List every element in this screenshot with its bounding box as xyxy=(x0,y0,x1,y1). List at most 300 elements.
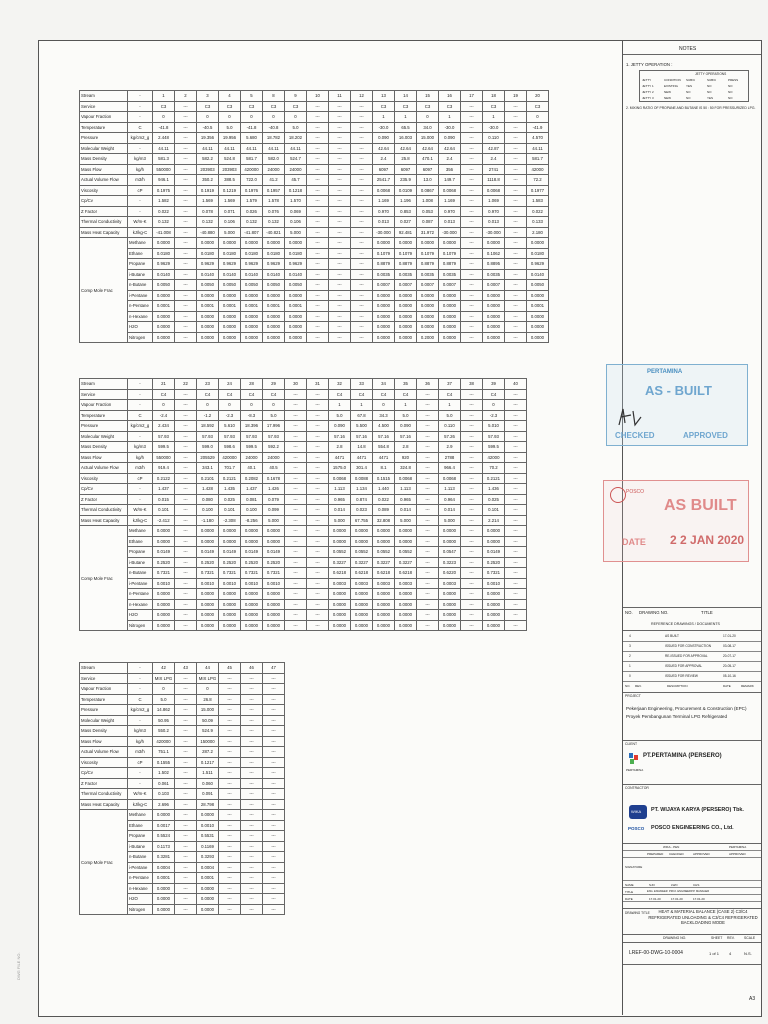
unit-cell: - xyxy=(128,684,153,695)
value-cell: 0.9629 xyxy=(263,259,285,270)
row-label: Molecular Weight xyxy=(80,715,128,726)
value-cell: 0.0000 xyxy=(153,290,175,301)
value-cell: --- xyxy=(241,894,263,905)
value-cell: --- xyxy=(175,101,197,112)
value-cell: --- xyxy=(175,726,197,737)
value-cell: 1.069 xyxy=(483,196,505,207)
value-cell: --- xyxy=(219,705,241,716)
value-cell: 599.5 xyxy=(153,442,175,453)
revision-cell: 03-08-17 xyxy=(723,644,736,648)
property-row xyxy=(80,442,527,453)
value-cell: 57.93 xyxy=(153,431,175,442)
value-cell: --- xyxy=(307,122,329,133)
value-cell: 0.0035 xyxy=(483,269,505,280)
component-name: Methane xyxy=(128,810,153,821)
value-cell: --- xyxy=(505,154,527,165)
value-cell: 0.0000 xyxy=(351,620,373,631)
value-cell: --- xyxy=(307,473,329,484)
value-cell: --- xyxy=(351,164,373,175)
value-cell: --- xyxy=(307,290,329,301)
value-cell: 0.0149 xyxy=(241,547,263,558)
value-cell: --- xyxy=(461,515,483,526)
value-cell: 24000 xyxy=(263,452,285,463)
value-cell: --- xyxy=(307,101,329,112)
value-cell: --- xyxy=(175,143,197,154)
value-cell: --- xyxy=(461,217,483,228)
stream-number: 32 xyxy=(329,379,351,390)
revision-cell: 4 xyxy=(629,634,631,638)
value-cell: 0 xyxy=(527,112,549,123)
value-cell: 0.0000 xyxy=(241,322,263,333)
value-cell: 0 xyxy=(241,112,263,123)
value-cell: 420000 xyxy=(241,164,263,175)
value-cell: --- xyxy=(219,726,241,737)
value-cell: --- xyxy=(175,768,197,779)
value-cell: --- xyxy=(351,185,373,196)
value-cell: --- xyxy=(263,841,285,852)
value-cell: 2741 xyxy=(483,164,505,175)
property-row xyxy=(80,227,549,238)
stream-number: 22 xyxy=(175,379,197,390)
value-cell: --- xyxy=(175,852,197,863)
value-cell: 0.106 xyxy=(219,217,241,228)
value-cell: --- xyxy=(505,610,527,621)
value-cell: 0.0000 xyxy=(241,311,263,322)
value-cell: 0.2520 xyxy=(197,557,219,568)
value-cell: --- xyxy=(175,442,197,453)
value-cell: --- xyxy=(329,133,351,144)
value-cell: 0.3223 xyxy=(439,557,461,568)
value-cell: 17.996 xyxy=(263,421,285,432)
hm-table-1 xyxy=(79,90,549,343)
row-label: Pressure xyxy=(80,421,128,432)
value-cell: 0.0000 xyxy=(153,526,175,537)
component-name: n-Hexane xyxy=(128,883,153,894)
value-cell: --- xyxy=(175,248,197,259)
value-cell: 0.0000 xyxy=(219,322,241,333)
component-name: i-Pentane xyxy=(128,578,153,589)
value-cell: 2.8 xyxy=(395,442,417,453)
value-cell: 5.000 xyxy=(285,227,307,238)
value-cell: --- xyxy=(351,290,373,301)
value-cell: 0.0000 xyxy=(197,536,219,547)
unit-cell: - xyxy=(128,494,153,505)
value-cell: --- xyxy=(263,852,285,863)
value-cell: --- xyxy=(307,238,329,249)
value-cell: 57.93 xyxy=(241,431,263,442)
value-cell: 599.0 xyxy=(197,442,219,453)
value-cell: 0.026 xyxy=(241,206,263,217)
value-cell: MIX LPG xyxy=(153,673,175,684)
value-cell: 0.0000 xyxy=(263,290,285,301)
value-cell: 1.579 xyxy=(241,196,263,207)
value-cell: 0.5524 xyxy=(153,831,175,842)
value-cell: --- xyxy=(307,589,329,600)
row-label: Mass Density xyxy=(80,726,128,737)
value-cell: --- xyxy=(285,400,307,411)
value-cell: 57.93 xyxy=(197,431,219,442)
value-cell: 1.569 xyxy=(219,196,241,207)
unit-cell: - xyxy=(128,389,153,400)
value-cell: 0.0000 xyxy=(197,620,219,631)
value-cell: 0.0552 xyxy=(351,547,373,558)
value-cell: 0.0035 xyxy=(373,269,395,280)
value-cell: --- xyxy=(307,196,329,207)
value-cell: --- xyxy=(307,280,329,291)
value-cell: -30.000 xyxy=(439,227,461,238)
margin-text: DWG FILE NO. xyxy=(16,952,21,980)
revision-header-cell: DESCRIPTION xyxy=(667,684,688,688)
unit-cell: kg/m3 xyxy=(128,442,153,453)
value-cell: --- xyxy=(285,589,307,600)
property-row xyxy=(80,206,549,217)
unit-cell: kJ/kg-C xyxy=(128,227,153,238)
value-cell: 57.16 xyxy=(395,431,417,442)
value-cell: --- xyxy=(307,175,329,186)
signature-cell: P.P. MANAGER xyxy=(691,890,710,893)
value-cell: C3 xyxy=(439,101,461,112)
signature-cell: ENG. ENGINEER xyxy=(647,890,668,893)
row-label: Mass Heat Capacity xyxy=(80,227,128,238)
value-cell: 0.0010 xyxy=(483,578,505,589)
value-cell: --- xyxy=(263,715,285,726)
value-cell: 0.0140 xyxy=(197,269,219,280)
value-cell: 0.0000 xyxy=(241,290,263,301)
value-cell: 0.0001 xyxy=(219,301,241,312)
value-cell: --- xyxy=(307,311,329,322)
value-cell: 0.0000 xyxy=(263,311,285,322)
value-cell: --- xyxy=(219,789,241,800)
stream-number: 11 xyxy=(329,91,351,102)
value-cell: 32.808 xyxy=(373,515,395,526)
value-cell: --- xyxy=(417,505,439,516)
value-cell: --- xyxy=(461,536,483,547)
value-cell: --- xyxy=(175,747,197,758)
value-cell: --- xyxy=(417,515,439,526)
value-cell: --- xyxy=(263,705,285,716)
value-cell: 581.3 xyxy=(153,154,175,165)
value-cell: 0.014 xyxy=(395,505,417,516)
value-cell: 1.196 xyxy=(395,196,417,207)
value-cell: 0.060 xyxy=(197,778,219,789)
value-cell: 0.090 xyxy=(373,133,395,144)
value-cell: 0.0000 xyxy=(241,526,263,537)
value-cell: 0.6218 xyxy=(329,568,351,579)
value-cell: --- xyxy=(241,684,263,695)
value-cell: 0.133 xyxy=(527,217,549,228)
value-cell: 0.5531 xyxy=(197,831,219,842)
value-cell: --- xyxy=(505,578,527,589)
value-cell: --- xyxy=(219,831,241,842)
value-cell: 0.0017 xyxy=(153,820,175,831)
component-name: Propane xyxy=(128,831,153,842)
value-cell: --- xyxy=(505,400,527,411)
value-cell: 0.0000 xyxy=(483,620,505,631)
signature-cell: DATE xyxy=(625,897,633,901)
value-cell: --- xyxy=(241,841,263,852)
component-name: H2O xyxy=(128,894,153,905)
value-cell: 57.26 xyxy=(439,431,461,442)
value-cell: 1.502 xyxy=(153,768,175,779)
composition-row xyxy=(80,322,549,333)
value-cell: 0 xyxy=(153,684,175,695)
value-cell: 0.0000 xyxy=(439,290,461,301)
value-cell: 0.0000 xyxy=(395,599,417,610)
value-cell: --- xyxy=(263,778,285,789)
value-cell: 0.0000 xyxy=(527,322,549,333)
value-cell: C3 xyxy=(219,101,241,112)
value-cell: 2541.7 xyxy=(373,175,395,186)
value-cell: 0.0050 xyxy=(241,280,263,291)
value-cell: 0.7321 xyxy=(153,568,175,579)
value-cell: 0.0140 xyxy=(263,269,285,280)
stream-number: 17 xyxy=(461,91,483,102)
component-name: Methane xyxy=(128,238,153,249)
value-cell: 34.0 xyxy=(417,122,439,133)
component-name: Ethane xyxy=(128,536,153,547)
value-cell: --- xyxy=(285,484,307,495)
value-cell: 0.013 xyxy=(483,217,505,228)
contractor-label: CONTRACTOR xyxy=(625,786,649,790)
value-cell: 0.0068 xyxy=(439,185,461,196)
property-row xyxy=(80,705,285,716)
value-cell: 0.2520 xyxy=(241,557,263,568)
value-cell: --- xyxy=(175,873,197,884)
value-cell: 0.022 xyxy=(373,494,395,505)
value-cell: C4 xyxy=(241,389,263,400)
value-cell: --- xyxy=(461,410,483,421)
revision-cell: RE-ISSUED FOR APPROVAL xyxy=(665,654,708,658)
value-cell: --- xyxy=(505,217,527,228)
value-cell: --- xyxy=(175,473,197,484)
value-cell: 0.0007 xyxy=(417,280,439,291)
value-cell: -30.000 xyxy=(373,227,395,238)
value-cell: --- xyxy=(505,238,527,249)
value-cell: --- xyxy=(307,259,329,270)
value-cell: C3 xyxy=(285,101,307,112)
value-cell: 0.053 xyxy=(417,206,439,217)
value-cell: 0.0000 xyxy=(285,332,307,343)
value-cell: 0.0010 xyxy=(263,578,285,589)
value-cell: 1 xyxy=(439,400,461,411)
value-cell: --- xyxy=(505,290,527,301)
value-cell: 0.0007 xyxy=(395,280,417,291)
value-cell: --- xyxy=(461,196,483,207)
value-cell: -30.0 xyxy=(483,122,505,133)
value-cell: 0.027 xyxy=(395,217,417,228)
value-cell: --- xyxy=(285,389,307,400)
value-cell: 44.11 xyxy=(153,143,175,154)
row-label: Mass Heat Capacity xyxy=(80,799,128,810)
value-cell: --- xyxy=(263,757,285,768)
value-cell: 0.0000 xyxy=(263,620,285,631)
contractor-1: PT. WIJAYA KARYA (PERSERO) Tbk. xyxy=(651,807,744,813)
scale-label: SCALE xyxy=(744,936,756,940)
value-cell: --- xyxy=(219,862,241,873)
posco-stamp-logo-icon xyxy=(610,487,626,503)
row-label: Actual Volume Flow xyxy=(80,463,128,474)
value-cell: 0.0000 xyxy=(373,536,395,547)
property-row xyxy=(80,217,549,228)
value-cell: --- xyxy=(175,547,197,558)
value-cell: --- xyxy=(285,610,307,621)
value-cell: 0.8895 xyxy=(483,259,505,270)
value-cell: --- xyxy=(351,154,373,165)
value-cell: --- xyxy=(329,248,351,259)
value-cell: 0.099 xyxy=(263,505,285,516)
value-cell: 524.8 xyxy=(219,154,241,165)
value-cell: 0.0000 xyxy=(153,904,175,915)
value-cell: 0.0050 xyxy=(219,280,241,291)
value-cell: 0.0000 xyxy=(219,332,241,343)
value-cell: 5.0 xyxy=(263,410,285,421)
value-cell: --- xyxy=(351,227,373,238)
value-cell: 0.0000 xyxy=(395,301,417,312)
value-cell: 0.965 xyxy=(395,494,417,505)
value-cell: --- xyxy=(175,694,197,705)
component-name: Propane xyxy=(128,259,153,270)
value-cell: --- xyxy=(307,112,329,123)
value-cell: 45.7 xyxy=(285,175,307,186)
value-cell: 15.000 xyxy=(197,705,219,716)
value-cell: --- xyxy=(307,505,329,516)
value-cell: 0 xyxy=(483,400,505,411)
value-cell: 524.9 xyxy=(197,726,219,737)
stream-number: 30 xyxy=(285,379,307,390)
value-cell: 14.862 xyxy=(153,705,175,716)
value-cell: --- xyxy=(307,269,329,280)
value-cell: --- xyxy=(505,259,527,270)
value-cell: 0.0000 xyxy=(483,599,505,610)
value-cell: C4 xyxy=(219,389,241,400)
value-cell: 550000 xyxy=(153,164,175,175)
value-cell: 0.0149 xyxy=(219,547,241,558)
value-cell: 0.0000 xyxy=(219,620,241,631)
value-cell: --- xyxy=(307,217,329,228)
value-cell: -30.000 xyxy=(483,227,505,238)
value-cell: --- xyxy=(461,589,483,600)
property-row xyxy=(80,463,527,474)
value-cell: 0.132 xyxy=(153,217,175,228)
value-cell: 0.0000 xyxy=(219,290,241,301)
value-cell: 2.9 xyxy=(439,442,461,453)
value-cell: 0.7321 xyxy=(197,568,219,579)
value-cell: 5.0 xyxy=(395,410,417,421)
unit-cell: C xyxy=(128,410,153,421)
stream-number: 2 xyxy=(175,91,197,102)
value-cell: 0.1219 xyxy=(219,185,241,196)
value-cell: --- xyxy=(505,269,527,280)
value-cell: --- xyxy=(175,904,197,915)
as-built-stamp-posco xyxy=(603,480,749,562)
value-cell: --- xyxy=(285,452,307,463)
unit-cell: cP xyxy=(128,473,153,484)
value-cell: --- xyxy=(307,536,329,547)
signature-cell: SIGNATURE xyxy=(625,865,643,869)
value-cell: 0.0000 xyxy=(417,301,439,312)
value-cell: 0 xyxy=(285,112,307,123)
value-cell: 0.1678 xyxy=(263,473,285,484)
value-cell: 0.0035 xyxy=(417,269,439,280)
composition-row xyxy=(80,269,549,280)
value-cell: 0.0000 xyxy=(351,599,373,610)
value-cell: 0.0000 xyxy=(373,620,395,631)
value-cell: --- xyxy=(307,547,329,558)
stream-number: 40 xyxy=(505,379,527,390)
value-cell: -40.5 xyxy=(197,122,219,133)
value-cell: 44.11 xyxy=(197,143,219,154)
value-cell: 0.0000 xyxy=(263,526,285,537)
value-cell: 554.8 xyxy=(373,442,395,453)
signature-cell: CHECKED xyxy=(669,852,684,856)
property-row xyxy=(80,505,527,516)
value-cell: --- xyxy=(417,463,439,474)
value-cell: --- xyxy=(351,133,373,144)
value-cell: --- xyxy=(329,238,351,249)
value-cell: -40.880 xyxy=(197,227,219,238)
as-built-stamp-pertamina xyxy=(606,364,748,446)
value-cell: --- xyxy=(417,410,439,421)
value-cell: 8.1 xyxy=(373,463,395,474)
value-cell: 0.0000 xyxy=(197,894,219,905)
component-name: i-Butane xyxy=(128,557,153,568)
value-cell: 0.7321 xyxy=(263,568,285,579)
value-cell: --- xyxy=(307,421,329,432)
value-cell: 0.1555 xyxy=(153,757,175,768)
value-cell: 0.090 xyxy=(439,133,461,144)
value-cell: --- xyxy=(285,442,307,453)
value-cell: 0.0000 xyxy=(263,322,285,333)
value-cell: --- xyxy=(461,133,483,144)
value-cell: --- xyxy=(461,599,483,610)
value-cell: --- xyxy=(175,883,197,894)
composition-row xyxy=(80,259,549,270)
unit-cell: m3/h xyxy=(128,463,153,474)
value-cell: --- xyxy=(219,904,241,915)
value-cell: 0.0001 xyxy=(153,301,175,312)
row-label: Mass Heat Capacity xyxy=(80,515,128,526)
unit-cell: kg/h xyxy=(128,164,153,175)
value-cell: 0.0000 xyxy=(197,810,219,821)
revision-cell: 20-05-17 xyxy=(723,664,736,668)
comp-mole-frac-label: Comp Mole Frac xyxy=(80,238,128,343)
value-cell: 0.025 xyxy=(219,494,241,505)
drawing-title-label: DRAWING TITLE xyxy=(625,911,650,915)
value-cell: 0.0000 xyxy=(527,238,549,249)
value-cell: 0.0003 xyxy=(373,578,395,589)
value-cell: 0.0180 xyxy=(241,248,263,259)
drawing-title: HEAT & MATERIAL BALANCE (CASE 2) C3/C4 REFRIGERATED UNLOADING & C3/C4 REFRIGERATED BACKLOADING MODE xyxy=(648,909,758,926)
value-cell: 0.0007 xyxy=(483,280,505,291)
value-cell: --- xyxy=(241,852,263,863)
value-cell: --- xyxy=(505,227,527,238)
value-cell: 0.0000 xyxy=(219,311,241,322)
value-cell: 41.2 xyxy=(263,175,285,186)
value-cell: --- xyxy=(263,904,285,915)
value-cell: --- xyxy=(241,862,263,873)
value-cell: --- xyxy=(461,568,483,579)
jetty-cell: NO xyxy=(728,96,733,100)
value-cell: 0.090 xyxy=(395,421,417,432)
value-cell: 0.0552 xyxy=(373,547,395,558)
value-cell: --- xyxy=(219,799,241,810)
stream-number: 34 xyxy=(373,379,395,390)
value-cell: --- xyxy=(307,206,329,217)
value-cell: 1.583 xyxy=(527,196,549,207)
row-label: Mass Flow xyxy=(80,452,128,463)
row-label: Thermal Conductivity xyxy=(80,505,128,516)
value-cell: 0.0000 xyxy=(153,589,175,600)
